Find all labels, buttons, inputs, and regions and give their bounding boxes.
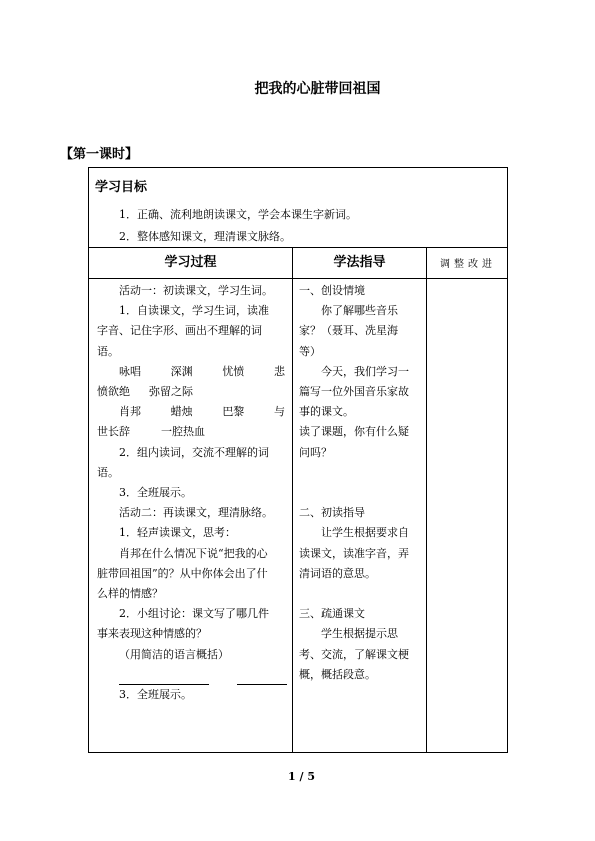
vocab-row: [97, 422, 287, 442]
guide-section: 三、疏通课文: [299, 607, 365, 621]
vocab-word: 世长辞: [97, 425, 130, 439]
guide-text: 读了课题，你有什么疑: [299, 425, 409, 439]
process-text: 2．小组讨论：课文写了哪几件: [119, 607, 269, 621]
vocab-word: 弥留之际: [149, 385, 193, 399]
vocab-word: 一腔热血: [161, 425, 205, 439]
vocab-word: 蜡烛: [170, 405, 193, 419]
vocab-word: 愤欲绝: [97, 385, 130, 399]
process-text: 脏带回祖国”的？从中你体会出了什: [97, 566, 268, 580]
guide-text: 让学生根据要求自: [321, 526, 409, 540]
vocab-word: 肖邦: [119, 405, 141, 419]
guide-text: 你了解哪些音乐: [321, 304, 398, 318]
activity-two: 活动二：再读课文，理清脉络。: [119, 506, 273, 520]
process-text: 语。: [97, 465, 119, 479]
answer-blank[interactable]: [237, 672, 287, 685]
guide-text: 事的课文。: [299, 405, 354, 419]
goals-heading: 学习目标: [95, 180, 148, 195]
process-text: 3．全班展示。: [119, 687, 192, 701]
process-text: 语。: [97, 344, 119, 358]
document-title: 把我的心脏带回祖国: [254, 81, 381, 97]
guide-text: 等）: [299, 344, 321, 358]
goal-item: 1．正确、流利地朗读课文，学会本课生字新词。: [119, 208, 357, 221]
guide-text: 问吗？: [299, 445, 332, 459]
process-text: 么样的情感？: [97, 587, 163, 601]
process-text: 字音、记住字形、画出不理解的词: [97, 324, 262, 338]
guide-section: 二、初读指导: [299, 506, 365, 520]
process-text: 2．组内读词，交流不理解的词: [119, 445, 269, 459]
vocab-word: 深渊: [170, 364, 193, 378]
answer-blank[interactable]: [119, 672, 209, 685]
guide-column: [299, 281, 423, 685]
guide-text: 概，概括段意。: [299, 667, 376, 681]
process-text: 肖邦在什么情况下说“把我的心: [119, 546, 268, 560]
column-divider: [426, 248, 427, 752]
guide-text: 考、交流，了解课文梗: [299, 647, 409, 661]
process-text: （用简洁的语言概括）: [119, 647, 229, 661]
guide-text: 篇写一位外国音乐家故: [299, 385, 409, 399]
process-column: [97, 281, 287, 705]
page-number: 1 / 5: [288, 770, 315, 783]
answer-blanks: [97, 665, 287, 685]
vocab-row: [97, 402, 287, 422]
lesson-plan-table: [88, 167, 508, 753]
guide-text: 清词语的意思。: [299, 566, 376, 580]
process-text: 事来表现这种情感的？: [97, 627, 207, 641]
process-text: 1．自读课文，学习生词，读准: [119, 304, 269, 318]
header-process: 学习过程: [164, 255, 217, 270]
guide-text: 读课文，读准字音，弄: [299, 546, 409, 560]
header-adjust: 调整改进: [440, 259, 496, 270]
process-text: 3．全班展示。: [119, 486, 192, 500]
process-text: 1．轻声读课文，思考：: [119, 526, 236, 540]
goal-item: 2．整体感知课文，理清课文脉络。: [119, 230, 291, 243]
lesson-label: 【第一课时】: [60, 147, 139, 162]
guide-text: 家？（聂耳、冼星海: [299, 324, 398, 338]
column-divider: [292, 248, 293, 752]
header-guide: 学法指导: [333, 255, 386, 270]
vocab-row: [97, 362, 287, 382]
vocab-word: 咏唱: [119, 364, 141, 378]
guide-text: 学生根据提示思: [321, 627, 398, 641]
guide-text: 今天，我们学习一: [321, 364, 409, 378]
activity-one: 活动一：初读课文，学习生词。: [119, 284, 273, 297]
vocab-word: 悲: [273, 364, 285, 378]
vocab-row: [97, 382, 287, 402]
guide-section: 一、创设情境: [299, 284, 365, 297]
vocab-word: 忧愤: [222, 364, 245, 378]
vocab-word: 与: [273, 405, 285, 419]
vocab-word: 巴黎: [222, 405, 245, 419]
